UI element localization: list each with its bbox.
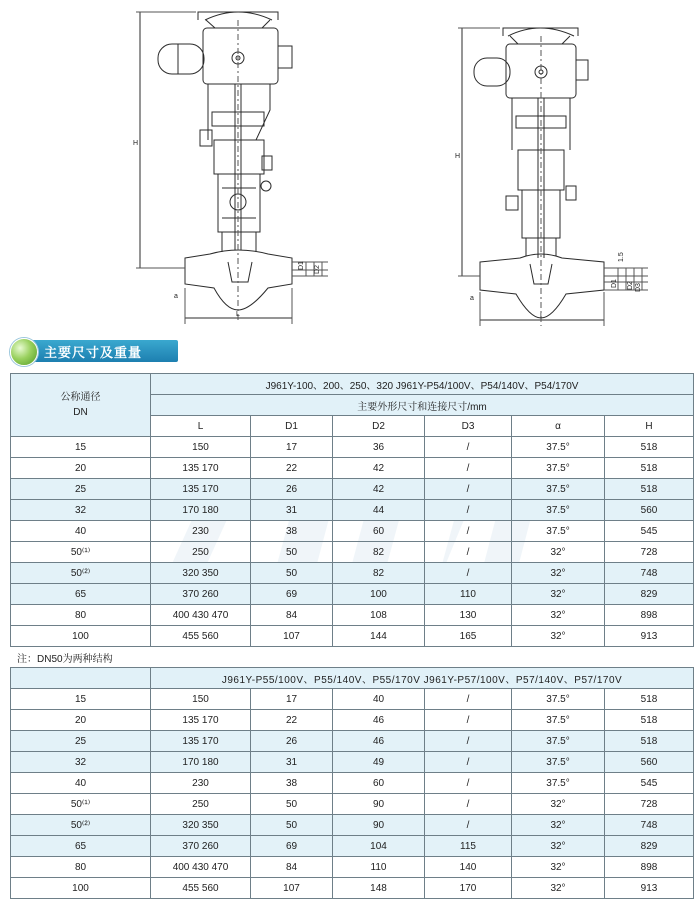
table-cell: 400 430 470 bbox=[151, 605, 251, 626]
section-title: 主要尺寸及重量 bbox=[44, 345, 143, 360]
table-cell: 455 560 bbox=[151, 878, 251, 899]
table-note: 注：DN50为两种结构 bbox=[11, 647, 694, 668]
table-cell: 26 bbox=[251, 731, 333, 752]
models-header-2: J961Y-P55/100V、P55/140V、P55/170V J961Y-P57/100V、P57/140V、P57/170V bbox=[151, 668, 694, 689]
right-d1-label: D1 bbox=[611, 279, 618, 288]
table-cell: 898 bbox=[605, 605, 694, 626]
left-d2-label: D2 bbox=[314, 265, 321, 274]
table-cell: 320 350 bbox=[151, 815, 251, 836]
table-cell: 898 bbox=[605, 857, 694, 878]
table-cell: 518 bbox=[605, 731, 694, 752]
table-cell: 60 bbox=[333, 521, 425, 542]
table-cell: 545 bbox=[605, 521, 694, 542]
table-cell: 913 bbox=[605, 626, 694, 647]
table-cell: 370 260 bbox=[151, 836, 251, 857]
table-cell: / bbox=[425, 794, 512, 815]
table-cell: 38 bbox=[251, 773, 333, 794]
table-cell: 32° bbox=[512, 836, 605, 857]
table-row bbox=[11, 500, 694, 521]
valve-drawing-left bbox=[136, 12, 328, 324]
table-cell: 90 bbox=[333, 794, 425, 815]
table-row bbox=[11, 542, 694, 563]
left-d1-label: D1 bbox=[298, 261, 305, 270]
dimension-header: 主要外形尺寸和连接尺寸/mm bbox=[151, 395, 694, 416]
table-cell: 15 bbox=[11, 689, 151, 710]
table-cell: 82 bbox=[333, 542, 425, 563]
table-cell: 22 bbox=[251, 710, 333, 731]
table-cell: 37.5° bbox=[512, 479, 605, 500]
table-cell: / bbox=[425, 773, 512, 794]
table-cell: 40 bbox=[11, 521, 151, 542]
table-row bbox=[11, 563, 694, 584]
table-cell: 170 bbox=[425, 878, 512, 899]
valve-drawing-right bbox=[458, 28, 648, 326]
table-cell: 32 bbox=[11, 752, 151, 773]
column-header-4: α bbox=[512, 416, 605, 437]
header-row-models-2 bbox=[11, 668, 694, 689]
table-cell: 32° bbox=[512, 857, 605, 878]
table-cell: 250 bbox=[151, 542, 251, 563]
table-cell: 545 bbox=[605, 773, 694, 794]
table-cell: 32 bbox=[11, 500, 151, 521]
table-cell: 144 bbox=[333, 626, 425, 647]
table-row bbox=[11, 731, 694, 752]
dn-header-line1: 公称通径 bbox=[60, 392, 101, 403]
table-cell: / bbox=[425, 458, 512, 479]
table-cell: 37.5° bbox=[512, 689, 605, 710]
table-cell: 230 bbox=[151, 773, 251, 794]
dn-header-line2: DN bbox=[73, 407, 88, 418]
table-cell: 170 180 bbox=[151, 500, 251, 521]
table-cell: 518 bbox=[605, 710, 694, 731]
table-cell: 108 bbox=[333, 605, 425, 626]
table-row bbox=[11, 773, 694, 794]
section-header bbox=[10, 338, 690, 364]
table-cell: 42 bbox=[333, 458, 425, 479]
table-cell: / bbox=[425, 479, 512, 500]
table-cell: 100 bbox=[11, 626, 151, 647]
table-row bbox=[11, 479, 694, 500]
column-header-1: D1 bbox=[251, 416, 333, 437]
table-cell: 82 bbox=[333, 563, 425, 584]
table-cell: 15 bbox=[11, 437, 151, 458]
table-cell: 135 170 bbox=[151, 710, 251, 731]
table-row bbox=[11, 710, 694, 731]
column-header-0: L bbox=[151, 416, 251, 437]
table-cell: 50 bbox=[251, 542, 333, 563]
column-header-3: D3 bbox=[425, 416, 512, 437]
column-header-2: D2 bbox=[333, 416, 425, 437]
bullet-ball-icon bbox=[10, 338, 38, 366]
table-row bbox=[11, 836, 694, 857]
table-cell: 518 bbox=[605, 458, 694, 479]
table-cell: 80 bbox=[11, 857, 151, 878]
table-cell: 110 bbox=[425, 584, 512, 605]
table-cell: 32° bbox=[512, 794, 605, 815]
table-cell: 32° bbox=[512, 878, 605, 899]
table-cell: / bbox=[425, 815, 512, 836]
table-cell: 65 bbox=[11, 836, 151, 857]
table-cell: 135 170 bbox=[151, 731, 251, 752]
table-cell: 25 bbox=[11, 479, 151, 500]
table-cell: 400 430 470 bbox=[151, 857, 251, 878]
right-offset-label: 1.5 bbox=[618, 252, 625, 262]
table-cell: 115 bbox=[425, 836, 512, 857]
right-d2-label: D2 bbox=[627, 281, 634, 290]
table-cell: 455 560 bbox=[151, 626, 251, 647]
table-cell: 230 bbox=[151, 521, 251, 542]
table-cell: 50 bbox=[251, 794, 333, 815]
table-cell: 49 bbox=[333, 752, 425, 773]
table-cell: 69 bbox=[251, 836, 333, 857]
table-cell: 37.5° bbox=[512, 500, 605, 521]
table-cell: 728 bbox=[605, 794, 694, 815]
table-cell: / bbox=[425, 710, 512, 731]
table-cell: 37.5° bbox=[512, 437, 605, 458]
table-cell: 20 bbox=[11, 710, 151, 731]
table-cell: 32° bbox=[512, 563, 605, 584]
table-row bbox=[11, 752, 694, 773]
table-cell: 22 bbox=[251, 458, 333, 479]
table-cell: 50⁽²⁾ bbox=[11, 815, 151, 836]
table-cell: 250 bbox=[151, 794, 251, 815]
table-cell: 80 bbox=[11, 605, 151, 626]
table-cell: 518 bbox=[605, 437, 694, 458]
table-cell: / bbox=[425, 752, 512, 773]
spec-table bbox=[10, 373, 694, 899]
table-cell: 31 bbox=[251, 500, 333, 521]
note-row bbox=[11, 647, 694, 668]
table-cell: 38 bbox=[251, 521, 333, 542]
table-cell: 50⁽²⁾ bbox=[11, 563, 151, 584]
table-cell: 60 bbox=[333, 773, 425, 794]
left-height-label: H bbox=[133, 140, 139, 147]
table-cell: 130 bbox=[425, 605, 512, 626]
table-cell: 37.5° bbox=[512, 752, 605, 773]
table-cell: 50 bbox=[251, 563, 333, 584]
left-angle-label: a bbox=[174, 293, 178, 300]
table-cell: 84 bbox=[251, 857, 333, 878]
table-cell: / bbox=[425, 689, 512, 710]
valve-drawings bbox=[0, 0, 700, 335]
table-cell: 20 bbox=[11, 458, 151, 479]
table-cell: 170 180 bbox=[151, 752, 251, 773]
table-cell: 370 260 bbox=[151, 584, 251, 605]
table-row bbox=[11, 458, 694, 479]
table-row bbox=[11, 794, 694, 815]
table-row bbox=[11, 878, 694, 899]
table-cell: 104 bbox=[333, 836, 425, 857]
table-cell: 32° bbox=[512, 626, 605, 647]
right-d3-label: D3 bbox=[635, 283, 642, 292]
table-cell: 36 bbox=[333, 437, 425, 458]
table-row bbox=[11, 626, 694, 647]
table-cell: 150 bbox=[151, 437, 251, 458]
table-cell: 65 bbox=[11, 584, 151, 605]
table-cell: 84 bbox=[251, 605, 333, 626]
table-cell: 37.5° bbox=[512, 458, 605, 479]
table-cell: 46 bbox=[333, 710, 425, 731]
right-angle-label: a bbox=[470, 295, 474, 302]
table-cell: 40 bbox=[11, 773, 151, 794]
table-cell: 17 bbox=[251, 689, 333, 710]
table-cell: 728 bbox=[605, 542, 694, 563]
table-row bbox=[11, 605, 694, 626]
table-row bbox=[11, 857, 694, 878]
table-cell: / bbox=[425, 731, 512, 752]
table-cell: 46 bbox=[333, 731, 425, 752]
table-cell: 32° bbox=[512, 605, 605, 626]
table-cell: / bbox=[425, 437, 512, 458]
table-cell: 32° bbox=[512, 584, 605, 605]
table-cell: 150 bbox=[151, 689, 251, 710]
table-cell: 107 bbox=[251, 626, 333, 647]
table-cell: 165 bbox=[425, 626, 512, 647]
table-cell: 32° bbox=[512, 815, 605, 836]
table-cell: 320 350 bbox=[151, 563, 251, 584]
table-cell: / bbox=[425, 500, 512, 521]
table-cell: 50⁽¹⁾ bbox=[11, 794, 151, 815]
table-cell: 748 bbox=[605, 563, 694, 584]
column-header-5: H bbox=[605, 416, 694, 437]
right-length-label: L bbox=[540, 313, 544, 320]
table-cell: 40 bbox=[333, 689, 425, 710]
table-cell: 748 bbox=[605, 815, 694, 836]
table-cell: 135 170 bbox=[151, 458, 251, 479]
left-length-label: L bbox=[236, 311, 240, 318]
table-cell: 829 bbox=[605, 584, 694, 605]
table-row bbox=[11, 689, 694, 710]
table-cell: 37.5° bbox=[512, 710, 605, 731]
table-cell: 31 bbox=[251, 752, 333, 773]
table-row bbox=[11, 521, 694, 542]
table-cell: 110 bbox=[333, 857, 425, 878]
table-row bbox=[11, 815, 694, 836]
table-cell: 50 bbox=[251, 815, 333, 836]
table-cell: 42 bbox=[333, 479, 425, 500]
table-cell: 560 bbox=[605, 752, 694, 773]
table-cell: 140 bbox=[425, 857, 512, 878]
table-cell: 26 bbox=[251, 479, 333, 500]
table-cell: 107 bbox=[251, 878, 333, 899]
table-cell: 50⁽¹⁾ bbox=[11, 542, 151, 563]
table-cell: 518 bbox=[605, 479, 694, 500]
table-cell: 69 bbox=[251, 584, 333, 605]
right-height-label: H bbox=[455, 153, 461, 160]
table-cell: 135 170 bbox=[151, 479, 251, 500]
models-2-blank-cell bbox=[11, 668, 151, 689]
table-row bbox=[11, 437, 694, 458]
header-row-models bbox=[11, 374, 694, 395]
table-cell: 17 bbox=[251, 437, 333, 458]
table-cell: 148 bbox=[333, 878, 425, 899]
table-cell: 560 bbox=[605, 500, 694, 521]
table-cell: 32° bbox=[512, 542, 605, 563]
table-cell: 829 bbox=[605, 836, 694, 857]
models-header-1: J961Y-100、200、250、320 J961Y-P54/100V、P54/140V、P54/170V bbox=[151, 374, 694, 395]
table-cell: 25 bbox=[11, 731, 151, 752]
table-cell: 37.5° bbox=[512, 731, 605, 752]
table-cell: / bbox=[425, 542, 512, 563]
table-cell: 100 bbox=[11, 878, 151, 899]
dn-column-header bbox=[11, 374, 151, 437]
table-cell: 37.5° bbox=[512, 521, 605, 542]
table-cell: 100 bbox=[333, 584, 425, 605]
table-cell: 518 bbox=[605, 689, 694, 710]
table-cell: / bbox=[425, 521, 512, 542]
table-row bbox=[11, 584, 694, 605]
table-cell: 37.5° bbox=[512, 773, 605, 794]
table-cell: 44 bbox=[333, 500, 425, 521]
table-cell: / bbox=[425, 563, 512, 584]
table-cell: 913 bbox=[605, 878, 694, 899]
table-cell: 90 bbox=[333, 815, 425, 836]
